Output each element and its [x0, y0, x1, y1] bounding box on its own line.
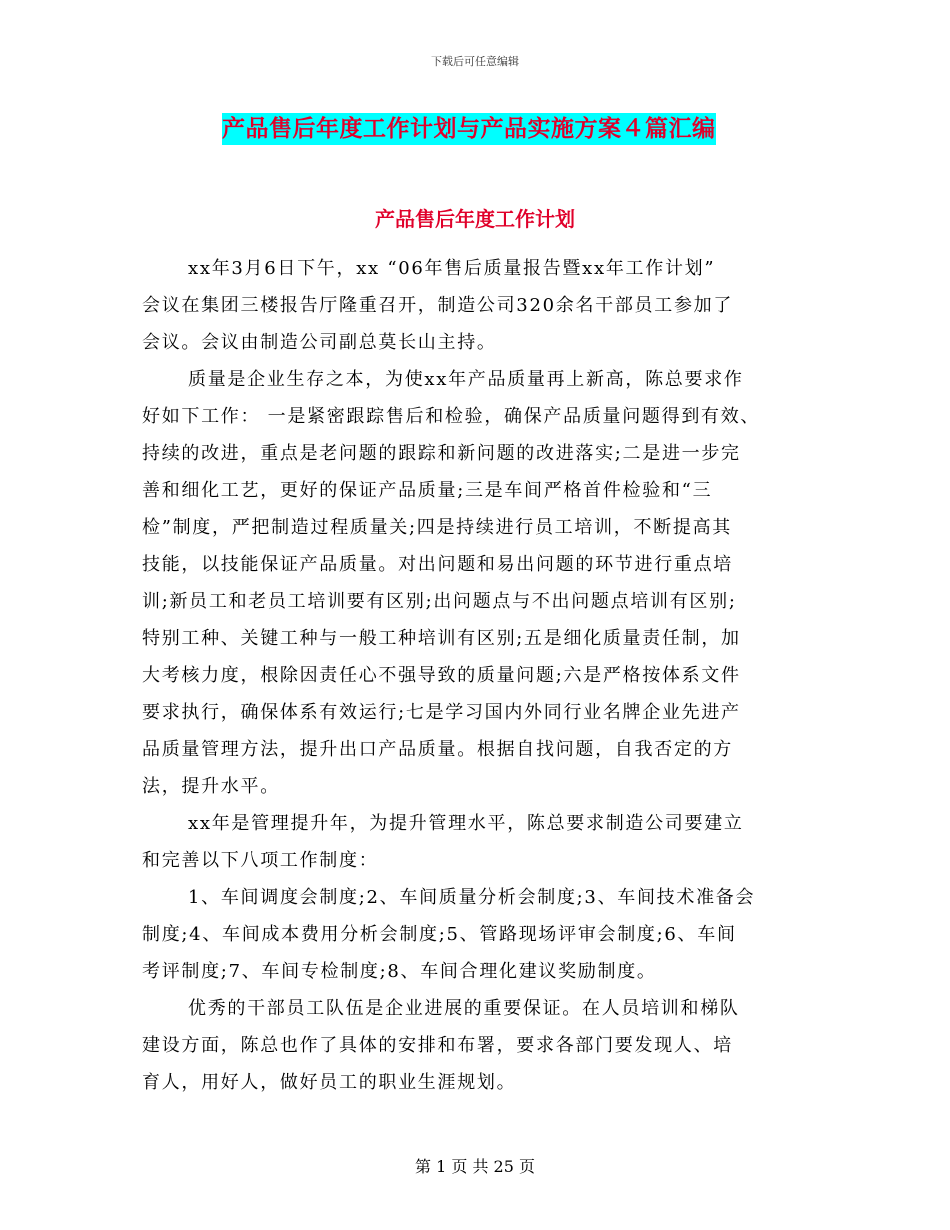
paragraph-line: 持续的改进，重点是老问题的跟踪和新问题的改进落实;二是进一步完 [142, 443, 741, 464]
page-header-note: 下载后可任意编辑 [431, 55, 519, 68]
document-title: 产品售后年度工作计划与产品实施方案４篇汇编 [222, 113, 716, 145]
paragraph-line: 检”制度，严把制造过程质量关;四是持续进行员工培训，不断提高其 [142, 517, 732, 538]
section-title: 产品售后年度工作计划 [375, 207, 575, 231]
paragraph-line: 训;新员工和老员工培训要有区别;出问题点与不出问题点培训有区别; [142, 591, 737, 612]
paragraph-line: 善和细化工艺，更好的保证产品质量;三是车间严格首件检验和“三 [142, 480, 713, 501]
paragraph-line: 大考核力度，根除因责任心不强导致的质量问题;六是严格按体系文件 [142, 665, 741, 686]
paragraph-line: 技能，以技能保证产品质量。对出问题和易出问题的环节进行重点培 [142, 554, 733, 575]
paragraph-line: 质量是企业生存之本，为使xx年产品质量再上新高，陈总要求作 [188, 369, 744, 390]
paragraph-line: 育人，用好人，做好员工的职业生涯规划。 [142, 1072, 517, 1093]
paragraph-line: 会议。会议由制造公司副总莫长山主持。 [142, 332, 497, 353]
paragraph-line: 建设方面，陈总也作了具体的安排和布署，要求各部门要发现人、培 [142, 1035, 733, 1056]
paragraph-line: 1、车间调度会制度;2、车间质量分析会制度;3、车间技术准备会 [188, 887, 756, 908]
paragraph-line: xx年3月6日下午，xx “06年售后质量报告暨xx年工作计划” [188, 258, 716, 279]
paragraph-line: xx年是管理提升年，为提升管理水平，陈总要求制造公司要建立 [188, 813, 744, 834]
document-body [142, 250, 812, 1101]
paragraph-line: 要求执行，确保体系有效运行;七是学习国内外同行业名牌企业先进产 [142, 702, 741, 723]
paragraph-line: 法，提升水平。 [142, 776, 280, 797]
paragraph-line: 好如下工作： 一是紧密跟踪售后和检验，确保产品质量问题得到有效、 [142, 406, 761, 427]
paragraph-line: 制度;4、车间成本费用分析会制度;5、管路现场评审会制度;6、车间 [142, 924, 737, 945]
paragraph-line: 和完善以下八项工作制度： [142, 850, 379, 871]
paragraph-line: 优秀的干部员工队伍是企业进展的重要保证。在人员培训和梯队 [188, 998, 740, 1019]
paragraph-line: 特别工种、关键工种与一般工种培训有区别;五是细化质量责任制，加 [142, 628, 741, 649]
page-number: 第 1 页 共 25 页 [415, 1157, 535, 1176]
paragraph-line: 品质量管理方法，提升出口产品质量。根据自找问题，自我否定的方 [142, 739, 733, 760]
paragraph-line: 会议在集团三楼报告厅隆重召开，制造公司320余名干部员工参加了 [142, 295, 734, 316]
paragraph-line: 考评制度;7、车间专检制度;8、车间合理化建议奖励制度。 [142, 961, 657, 982]
